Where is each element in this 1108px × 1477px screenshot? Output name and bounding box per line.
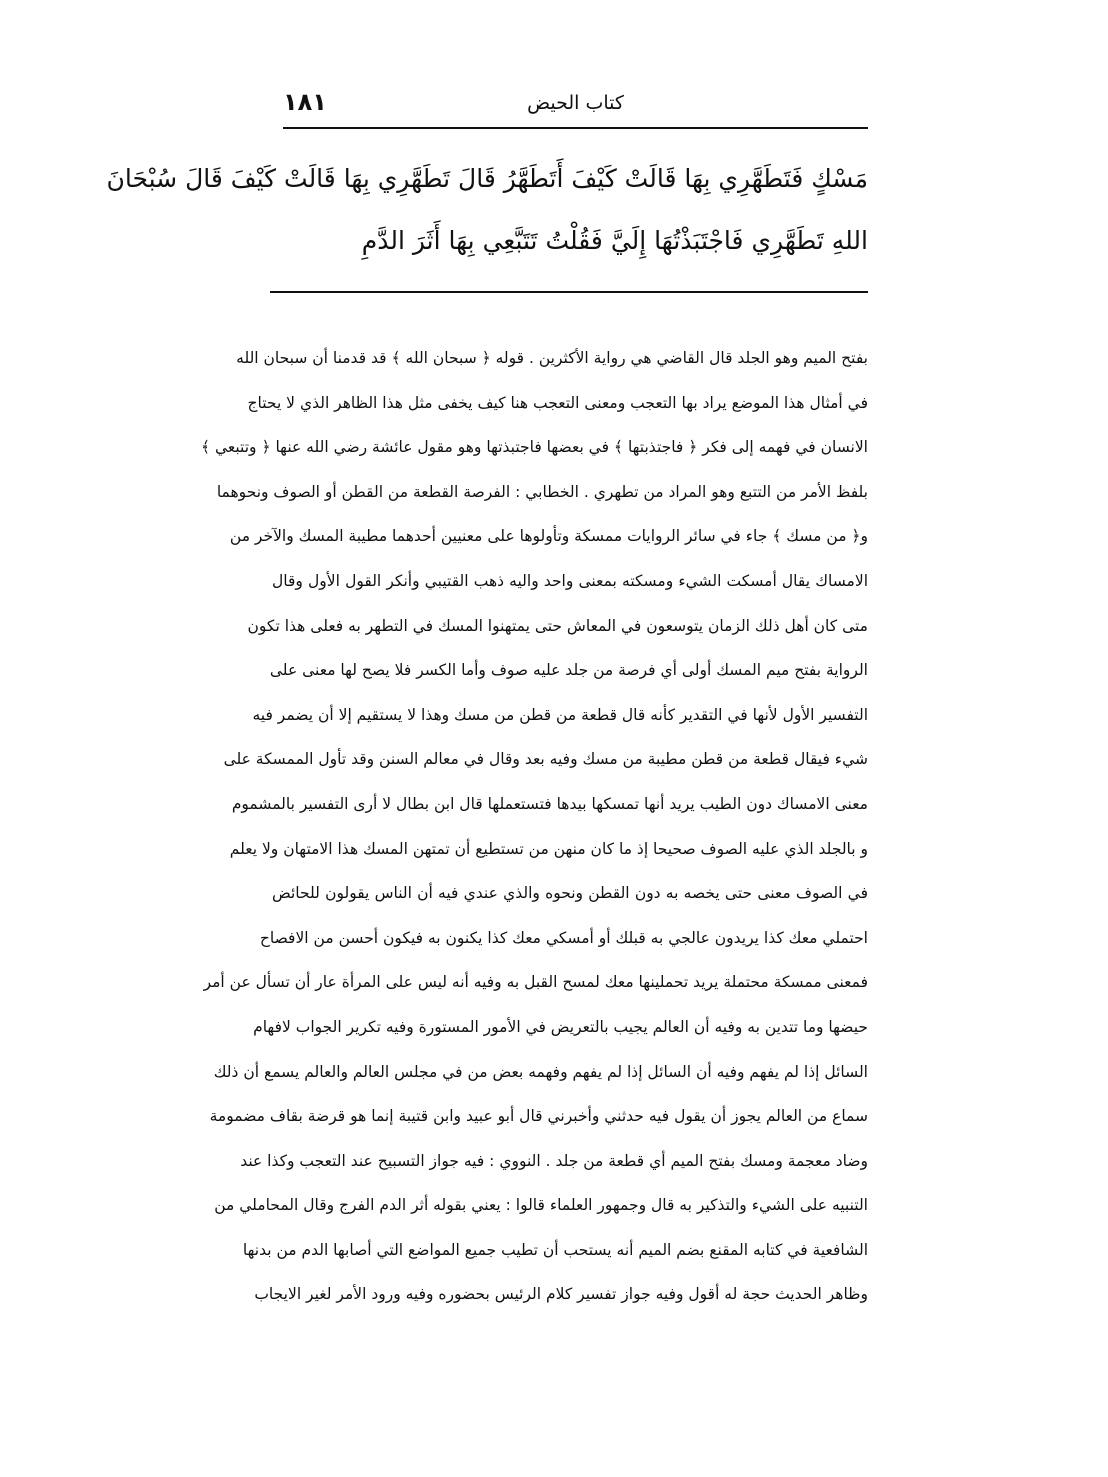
commentary-line: بفتح الميم وهو الجلد قال القاضي هي رواية الأكثرين . قوله ﴿ سبحان الله ﴾ قد قدمنا أن سبحان الله	[236, 349, 868, 367]
commentary-line: التفسير الأول لأنها في التقدير كأنه قال قطعة من قطن من مسك وهذا لا يستقيم إلا أن يضمر فيه	[252, 705, 868, 724]
commentary-line: وضاد معجمة ومسك بفتح الميم أي قطعة من جلد . النووي : فيه جواز التسبيح عند التعجب وكذا عند	[240, 1151, 868, 1170]
header-rule	[283, 127, 868, 129]
commentary-line: احتملي معك كذا يريدون عالجي به قبلك أو أمسكي معك كذا يكنون به فيكون أحسن من الافصاح	[259, 928, 868, 947]
commentary-line: في الصوف معنى حتى يخصه به دون القطن ونحوه والذي عندي فيه أن الناس يقولون للحائض	[272, 884, 868, 903]
commentary-line: شيء فيقال قطعة من قطن مطيبة من مسك وفيه بعد وقال في معالم السنن وقد تأول الممسكة على	[223, 750, 868, 769]
commentary-line: الامساك يقال أمسكت الشيء ومسكته بمعنى واحد واليه ذهب القتيبي وأنكر القول الأول وقال	[272, 571, 868, 590]
commentary-line: متى كان أهل ذلك الزمان يتوسعون في المعاش حتى يمتهنوا المسك في التطهر به فعلى هذا تكون	[247, 616, 868, 635]
commentary-line: فمعنى ممسكة محتملة يريد تحملينها معك لمسح القبل به وفيه أنه ليس على المرأة عار أن تسأل عن أمر	[203, 973, 868, 992]
hadith-line: اللهِ تَطَهَّرِي فَاجْتَبَذْتُهَا إِلَيَّ فَقُلْتُ تَتَبَّعِي بِهَا أَثَرَ الدَّمِ	[361, 226, 868, 255]
commentary-line: سماع من العالم يجوز أن يقول فيه حدثني وأخبرني قال أبو عبيد وابن قتيبة إنما هو قرضة بقاف مضمومة	[209, 1107, 868, 1126]
hadith-line: مَسْكٍ فَتَطَهَّرِي بِهَا قَالَتْ كَيْفَ أَتَطَهَّرُ قَالَ تَطَهَّرِي بِهَا قَالَتْ كَيْفَ قَالَ سُبْحَانَ	[106, 164, 868, 193]
page-header	[283, 88, 868, 124]
commentary-text	[200, 336, 868, 1317]
commentary-line: حيضها وما تتدين به وفيه أن العالم يجيب بالتعريض في الأمور المستورة وفيه تكرير الجواب لافهام	[253, 1017, 868, 1036]
commentary-line: الرواية بفتح ميم المسك أولى أي فرصة من جلد عليه صوف وأما الكسر فلا يصح لها معنى على	[269, 661, 868, 680]
hadith-text	[106, 148, 868, 272]
commentary-line: السائل إذا لم يفهم وفيه أن السائل إذا لم يفهم وفهمه بعض من في مجلس العالم والعالم يسمع أن ذلك	[213, 1062, 868, 1081]
commentary-line: الانسان في فهمه إلى فكر ﴿ فاجتذبتها ﴾ في بعضها فاجتبذتها وهو مقول عائشة رضي الله عنها ﴿ وتتبعي ﴾	[200, 438, 868, 457]
commentary-line: و﴿ من مسك ﴾ جاء في سائر الروايات ممسكة وتأولوها على معنيين أحدهما مطيبة المسك والآخر من	[229, 527, 868, 546]
commentary-line: وظاهر الحديث حجة له أقول وفيه جواز تفسير كلام الرئيس بحضوره وفيه ورود الأمر لغير الايجاب	[254, 1285, 868, 1304]
commentary-line: في أمثال هذا الموضع يراد بها التعجب ومعنى التعجب هنا كيف يخفى مثل هذا الظاهر الذي لا يحتاج	[247, 393, 868, 412]
commentary-line: و بالجلد الذي عليه الصوف صحيحا إذ ما كان منهن من تستطيع أن تمتهن المسك هذا الامتهان ولا يعلم	[229, 839, 868, 858]
commentary-line: معنى الامساك دون الطيب يريد أنها تمسكها بيدها فتستعملها قال ابن بطال لا أرى التفسير بالمشموم	[231, 794, 868, 813]
commentary-line: بلفظ الأمر من التتبع وهو المراد من تطهري . الخطابي : الفرصة القطعة من القطن أو الصوف ونحوهما	[216, 482, 868, 501]
section-divider	[270, 291, 868, 293]
commentary-line: الشافعية في كتابه المقنع بضم الميم أنه يستحب أن تطيب جميع المواضع التي أصابها الدم من بدنها	[242, 1240, 868, 1259]
running-title: كتاب الحيض	[527, 92, 624, 114]
page-number: ١٨١	[283, 88, 327, 116]
commentary-line: التنبيه على الشيء والتذكير به قال وجمهور العلماء قالوا : يعني بقوله أثر الدم الفرج وقال المحاملي من	[214, 1196, 868, 1215]
